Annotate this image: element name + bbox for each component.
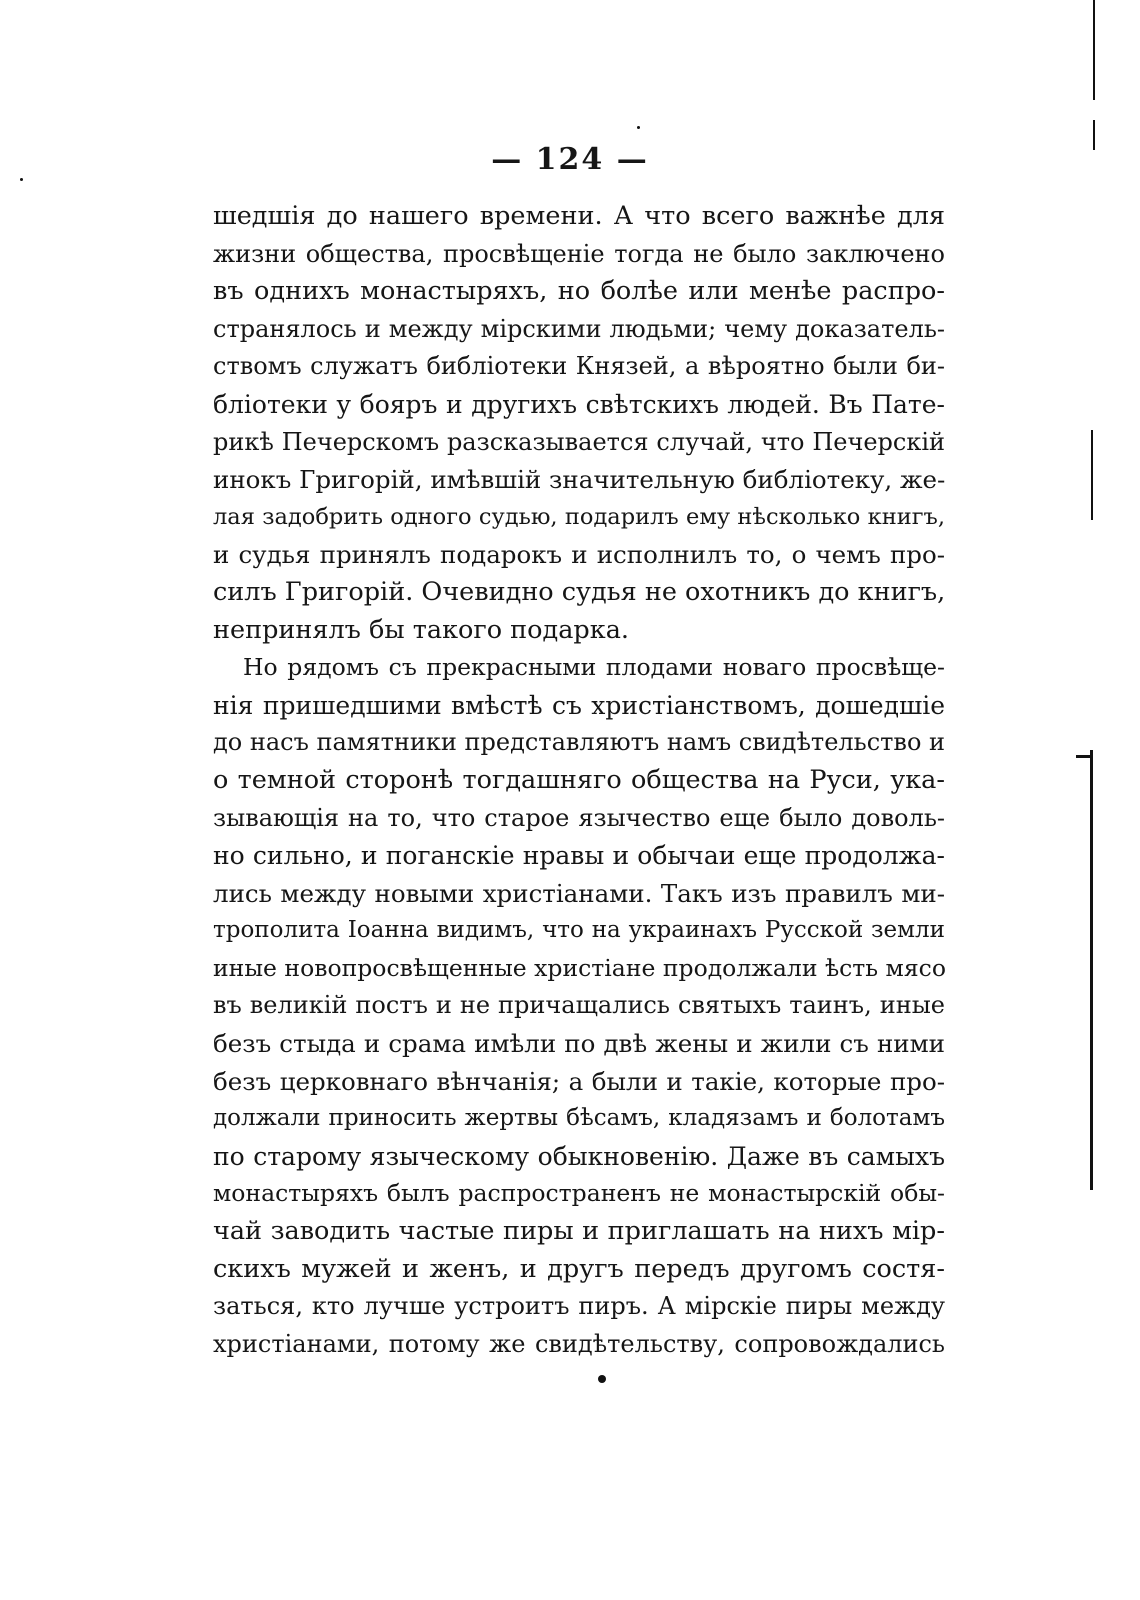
scan-edge-tick: [1076, 755, 1092, 758]
text-line: Но рядомъ съ прекрасными плодами новаго просвѣще-: [243, 653, 945, 682]
text-line: скихъ мужей и женъ, и другъ передъ другомъ состя-: [213, 1253, 945, 1284]
text-line: безъ церковнаго вѣнчанія; а были и такіе, которые про-: [213, 1066, 945, 1096]
text-line: но сильно, и поганскіе нравы и обычаи еще продолжа-: [213, 841, 945, 871]
body-text: [213, 198, 945, 1363]
text-line: и судья принялъ подарокъ и исполнилъ то, о чемъ про-: [213, 540, 945, 570]
paragraph-2: [213, 649, 945, 1363]
scan-edge-line: [1093, 0, 1095, 100]
text-line: лись между новыми христіанами. Такъ изъ правилъ ми-: [213, 878, 945, 908]
scan-edge-line: [1091, 430, 1093, 520]
scan-speck: [637, 126, 640, 129]
text-line: странялось и между мірскими людьми; чему доказатель-: [213, 314, 945, 343]
text-line: о темной сторонѣ тогдашняго общества на Руси, ука-: [213, 764, 945, 795]
paragraph-1: [213, 198, 945, 649]
text-line: бліотеки у бояръ и другихъ свѣтскихъ людей. Въ Пате-: [213, 389, 945, 419]
text-line: силъ Григорій. Очевидно судья не охотникъ до книгъ,: [213, 576, 946, 607]
text-line: трополита Іоанна видимъ, что на украинахъ Русской земли: [213, 917, 945, 944]
text-line: рикѣ Печерскомъ разсказывается случай, что Печерскій: [213, 427, 945, 456]
page-number: — 124 —: [491, 142, 649, 177]
text-line: непринялъ бы такого подарка.: [213, 614, 630, 645]
scan-edge-line: [1090, 750, 1093, 1190]
text-line: должали приносить жертвы бѣсамъ, кладязамъ и болотамъ: [213, 1105, 945, 1132]
text-line: нія пришедшими вмѣстѣ съ христіанствомъ, дошедшіе: [213, 690, 945, 720]
text-line: заться, кто лучше устроитъ пиръ. А мірскіе пиры между: [213, 1292, 945, 1321]
text-line: въ однихъ монастыряхъ, но болѣе или менѣе распро-: [213, 276, 945, 307]
text-line: безъ стыда и срама имѣли по двѣ жены и жили съ ними: [213, 1029, 945, 1059]
scan-speck: [20, 178, 23, 181]
text-line: лая задобрить одного судью, подарилъ ему нѣсколько книгъ,: [213, 503, 945, 530]
text-line: чай заводить частые пиры и приглашать на нихъ мір-: [213, 1216, 945, 1247]
text-line: въ великій постъ и не причащались святыхъ таинъ, иные: [213, 991, 945, 1020]
text-line: монастыряхъ былъ распространенъ не монастырскій обы-: [213, 1179, 945, 1208]
text-line: зывающія на то, что старое язычество еще было доволь-: [213, 803, 945, 832]
text-line: христіанами, потому же свидѣтельству, сопровождались: [213, 1329, 945, 1358]
text-line: до насъ памятники представляютъ намъ свидѣтельство и: [213, 728, 946, 757]
text-line: ствомъ служатъ библіотеки Князей, а вѣроятно были би-: [213, 352, 945, 381]
text-line: шедшія до нашего времени. А что всего важнѣе для: [213, 201, 945, 231]
text-line: иные новопросвѣщенные христіане продолжали ѣсть мясо: [213, 953, 946, 982]
text-line: инокъ Григорій, имѣвшій значительную библіотеку, же-: [213, 465, 946, 495]
scan-speck: [598, 1375, 606, 1383]
text-line: по старому языческому обыкновенію. Даже въ самыхъ: [213, 1141, 945, 1171]
text-line: жизни общества, просвѣщеніе тогда не было заключено: [213, 239, 945, 268]
